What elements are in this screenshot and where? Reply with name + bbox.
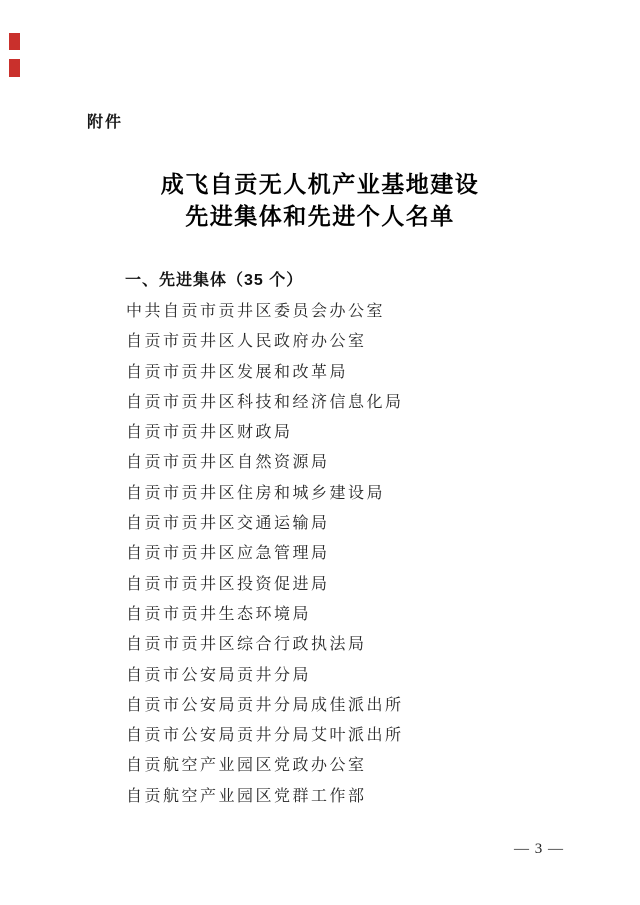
list-item: 自贡市贡井区人民政府办公室	[126, 333, 367, 351]
list-item: 自贡市贡井区投资促进局	[126, 575, 330, 593]
scan-artifact-mark	[9, 59, 20, 77]
list-item: 自贡市贡井区科技和经济信息化局	[126, 393, 404, 411]
section-heading: 一、先进集体（35 个）	[125, 272, 304, 289]
list-item: 中共自贡市贡井区委员会办公室	[126, 303, 386, 320]
list-item: 自贡市公安局贡井分局	[126, 666, 312, 684]
list-item: 自贡市贡井区应急管理局	[126, 545, 330, 563]
list-item: 自贡市贡井区财政局	[126, 424, 293, 442]
title-line-1: 成飞自贡无人机产业基地建设	[160, 172, 480, 197]
list-item: 自贡市贡井区自然资源局	[126, 454, 330, 472]
document-title	[0, 169, 640, 232]
page-number: — 3 —	[514, 841, 564, 857]
list-item: 自贡航空产业园区党政办公室	[126, 757, 367, 775]
list-item: 自贡航空产业园区党群工作部	[126, 787, 367, 805]
list-item: 自贡市贡井区综合行政执法局	[126, 636, 367, 654]
attachment-label: 附件	[87, 114, 124, 131]
list-item: 自贡市贡井区交通运输局	[126, 515, 330, 533]
list-item: 自贡市公安局贡井分局成佳派出所	[126, 696, 404, 714]
list-item: 自贡市公安局贡井分局艾叶派出所	[126, 727, 404, 745]
scan-artifact-mark	[9, 33, 20, 50]
list-item: 自贡市贡井生态环境局	[126, 605, 312, 623]
list-item: 自贡市贡井区发展和改革局	[126, 363, 349, 381]
list-item: 自贡市贡井区住房和城乡建设局	[126, 484, 386, 502]
collectives-list	[126, 297, 404, 812]
title-line-2: 先进集体和先进个人名单	[185, 203, 455, 229]
